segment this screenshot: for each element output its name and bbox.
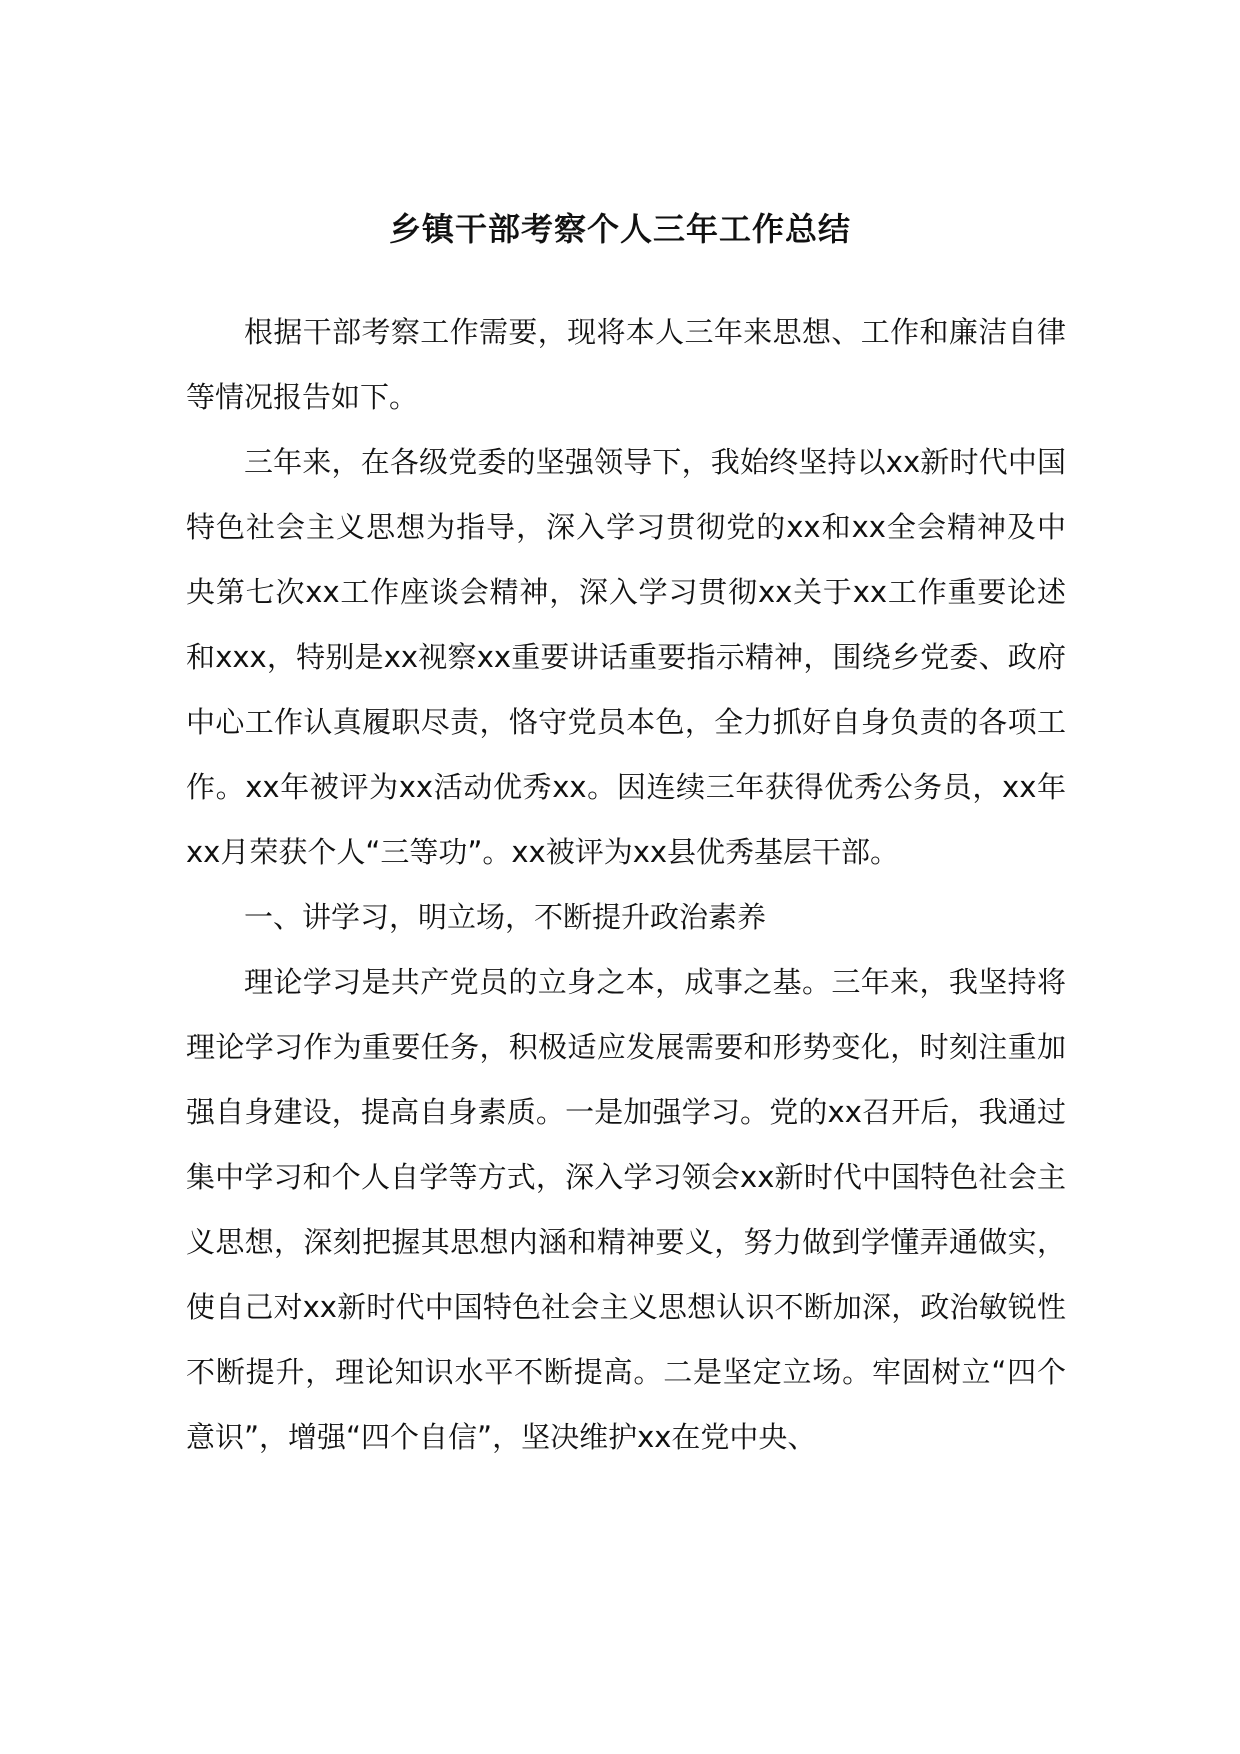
paragraph-overview: 三年来，在各级党委的坚强领导下，我始终坚持以xx新时代中国特色社会主义思想为指导，深入学习贯彻党的xx和xx全会精神及中央第七次xx工作座谈会精神，深入学习贯彻xx关于xx工作重要论述和xxx，特别是xx视察xx重要讲话重要指示精神，围绕乡党委、政府中心工作认真履职尽责，恪守党员本色，全力抓好自身负责的各项工作。xx年被评为xx活动优秀xx。因连续三年获得优秀公务员，xx年xx月荣获个人“三等功”。xx被评为xx县优秀基层干部。 bbox=[186, 445, 1066, 869]
paragraph-intro: 根据干部考察工作需要，现将本人三年来思想、工作和廉洁自律等情况报告如下。 bbox=[186, 315, 1066, 414]
document-title: 乡镇干部考察个人三年工作总结 bbox=[388, 210, 851, 248]
paragraph-study: 理论学习是共产党员的立身之本，成事之基。三年来，我坚持将理论学习作为重要任务，积极适应发展需要和形势变化，时刻注重加强自身建设，提高自身素质。一是加强学习。党的xx召开后，我通过集中学习和个人自学等方式，深入学习领会xx新时代中国特色社会主义思想，深刻把握其思想内涵和精神要义，努力做到学懂弄通做实，使自己对xx新时代中国特色社会主义思想认识不断加深，政治敏锐性不断提升，理论知识水平不断提高。二是坚定立场。牢固树立“四个意识”，增强“四个自信”，坚决维护xx在党中央、 bbox=[186, 965, 1066, 1454]
section-heading-1: 一、讲学习，明立场，不断提升政治素养 bbox=[244, 900, 767, 934]
document-body bbox=[186, 300, 1066, 1470]
